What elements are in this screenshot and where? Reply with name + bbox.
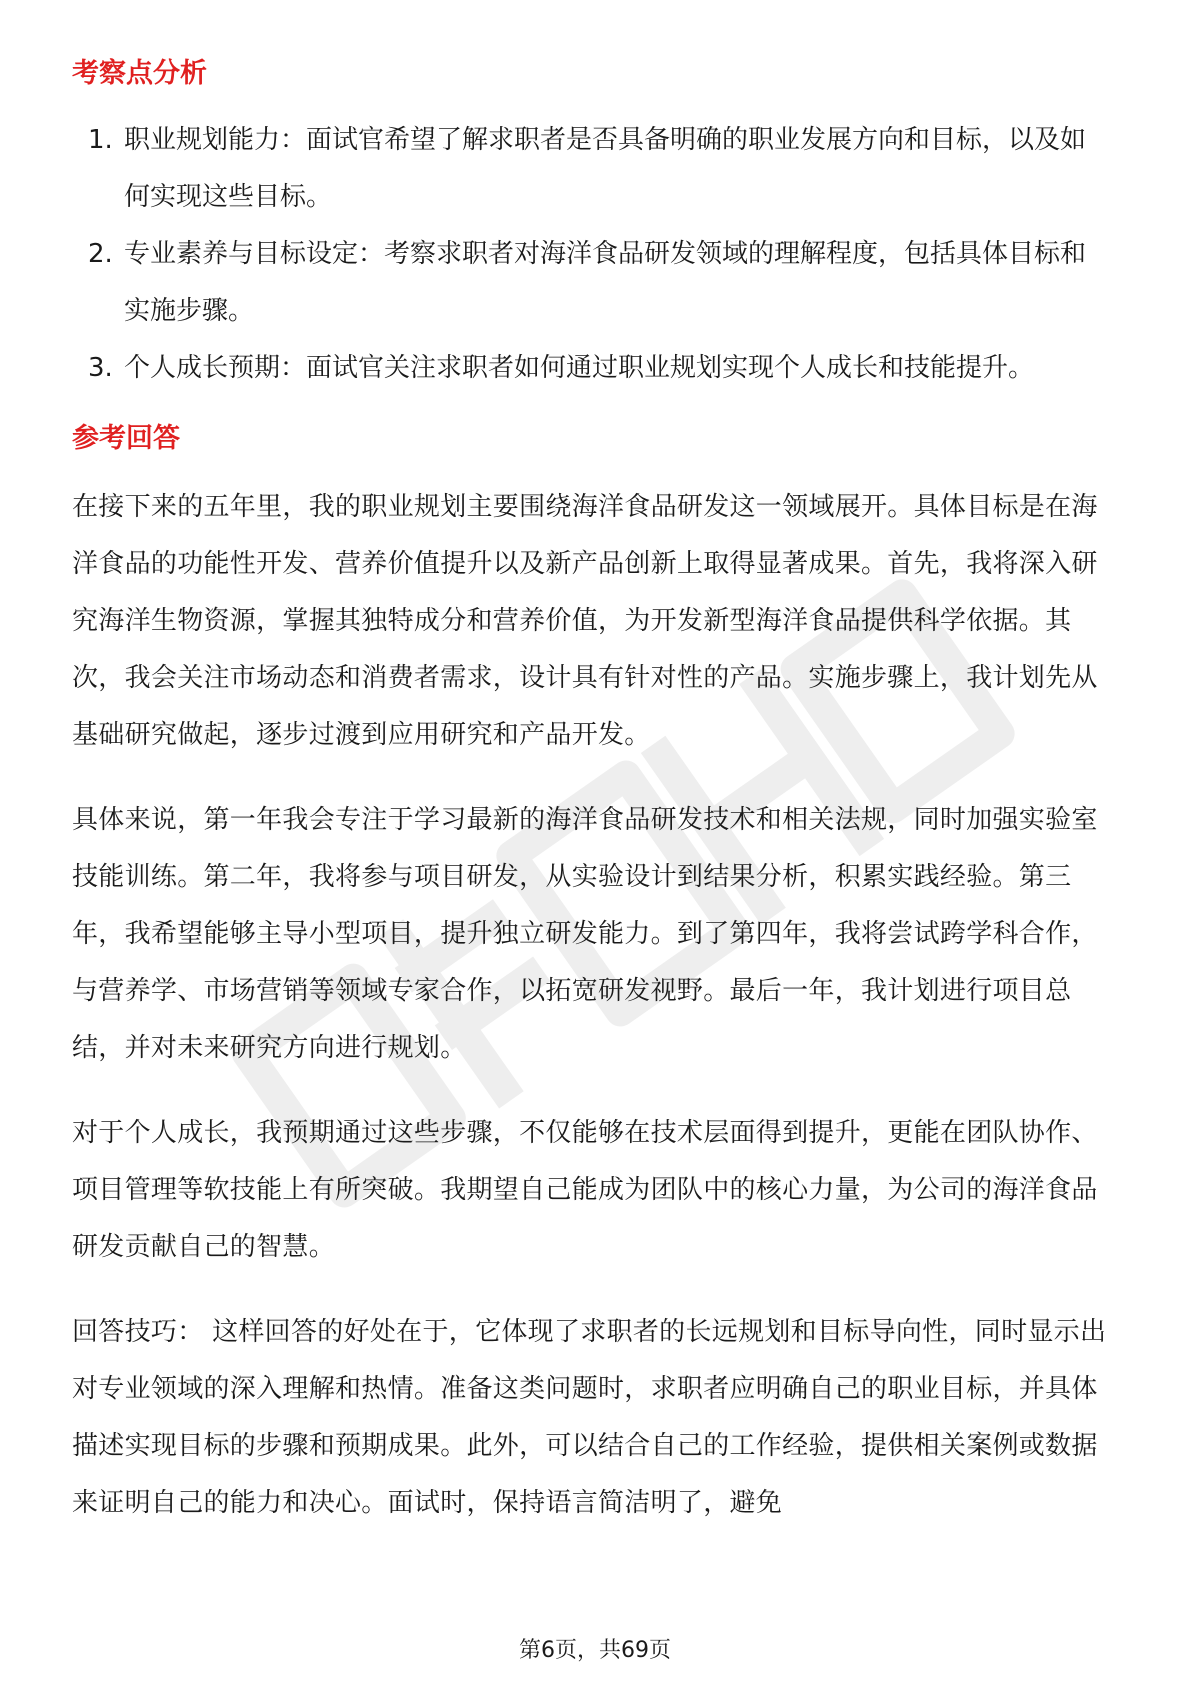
list-item bbox=[72, 340, 1117, 397]
list-number: 2. bbox=[88, 239, 113, 269]
list-number: 1. bbox=[88, 125, 113, 155]
list-item bbox=[72, 112, 1117, 226]
list-number: 3. bbox=[88, 353, 113, 383]
page-content bbox=[72, 44, 1117, 1532]
answer-tips-paragraph: 回答技巧： 这样回答的好处在于，它体现了求职者的长远规划和目标导向性，同时显示出对专业领域的深入理解和热情。准备这类问题时，求职者应明确自己的职业目标，并具体描述实现目标的步骤和预期成果。此外，可以结合自己的工作经验，提供相关案例或数据来证明自己的能力和决心。面试时，保持语言简洁明了，避免 bbox=[72, 1317, 1107, 1518]
section-heading-analysis: 考察点分析 bbox=[72, 58, 207, 89]
answer-paragraph: 对于个人成长，我预期通过这些步骤，不仅能够在技术层面得到提升，更能在团队协作、项目管理等软技能上有所突破。我期望自己能成为团队中的核心力量，为公司的海洋食品研发贡献自己的智慧。 bbox=[72, 1118, 1098, 1262]
answer-paragraph: 在接下来的五年里，我的职业规划主要围绕海洋食品研发这一领域展开。具体目标是在海洋食品的功能性开发、营养价值提升以及新产品创新上取得显著成果。首先，我将深入研究海洋生物资源，掌握其独特成分和营养价值，为开发新型海洋食品提供科学依据。其次，我会关注市场动态和消费者需求，设计具有针对性的产品。实施步骤上，我计划先从基础研究做起，逐步过渡到应用研究和产品开发。 bbox=[72, 492, 1098, 750]
list-item-text: 职业规划能力：面试官希望了解求职者是否具备明确的职业发展方向和目标，以及如何实现这些目标。 bbox=[124, 125, 1087, 212]
section-heading-reference-answer: 参考回答 bbox=[72, 423, 180, 454]
page-number-footer: 第6页，共69页 bbox=[519, 1638, 671, 1663]
list-item bbox=[72, 226, 1117, 340]
list-item-text: 个人成长预期：面试官关注求职者如何通过职业规划实现个人成长和技能提升。 bbox=[124, 353, 1035, 383]
analysis-list bbox=[72, 112, 1117, 397]
answer-paragraph: 具体来说，第一年我会专注于学习最新的海洋食品研发技术和相关法规，同时加强实验室技能训练。第二年，我将参与项目研发，从实验设计到结果分析，积累实践经验。第三年，我希望能够主导小型项目，提升独立研发能力。到了第四年，我将尝试跨学科合作，与营养学、市场营销等领域专家合作，以拓宽研发视野。最后一年，我计划进行项目总结，并对未来研究方向进行规划。 bbox=[72, 805, 1098, 1063]
list-item-text: 专业素养与目标设定：考察求职者对海洋食品研发领域的理解程度，包括具体目标和实施步骤。 bbox=[124, 239, 1087, 326]
